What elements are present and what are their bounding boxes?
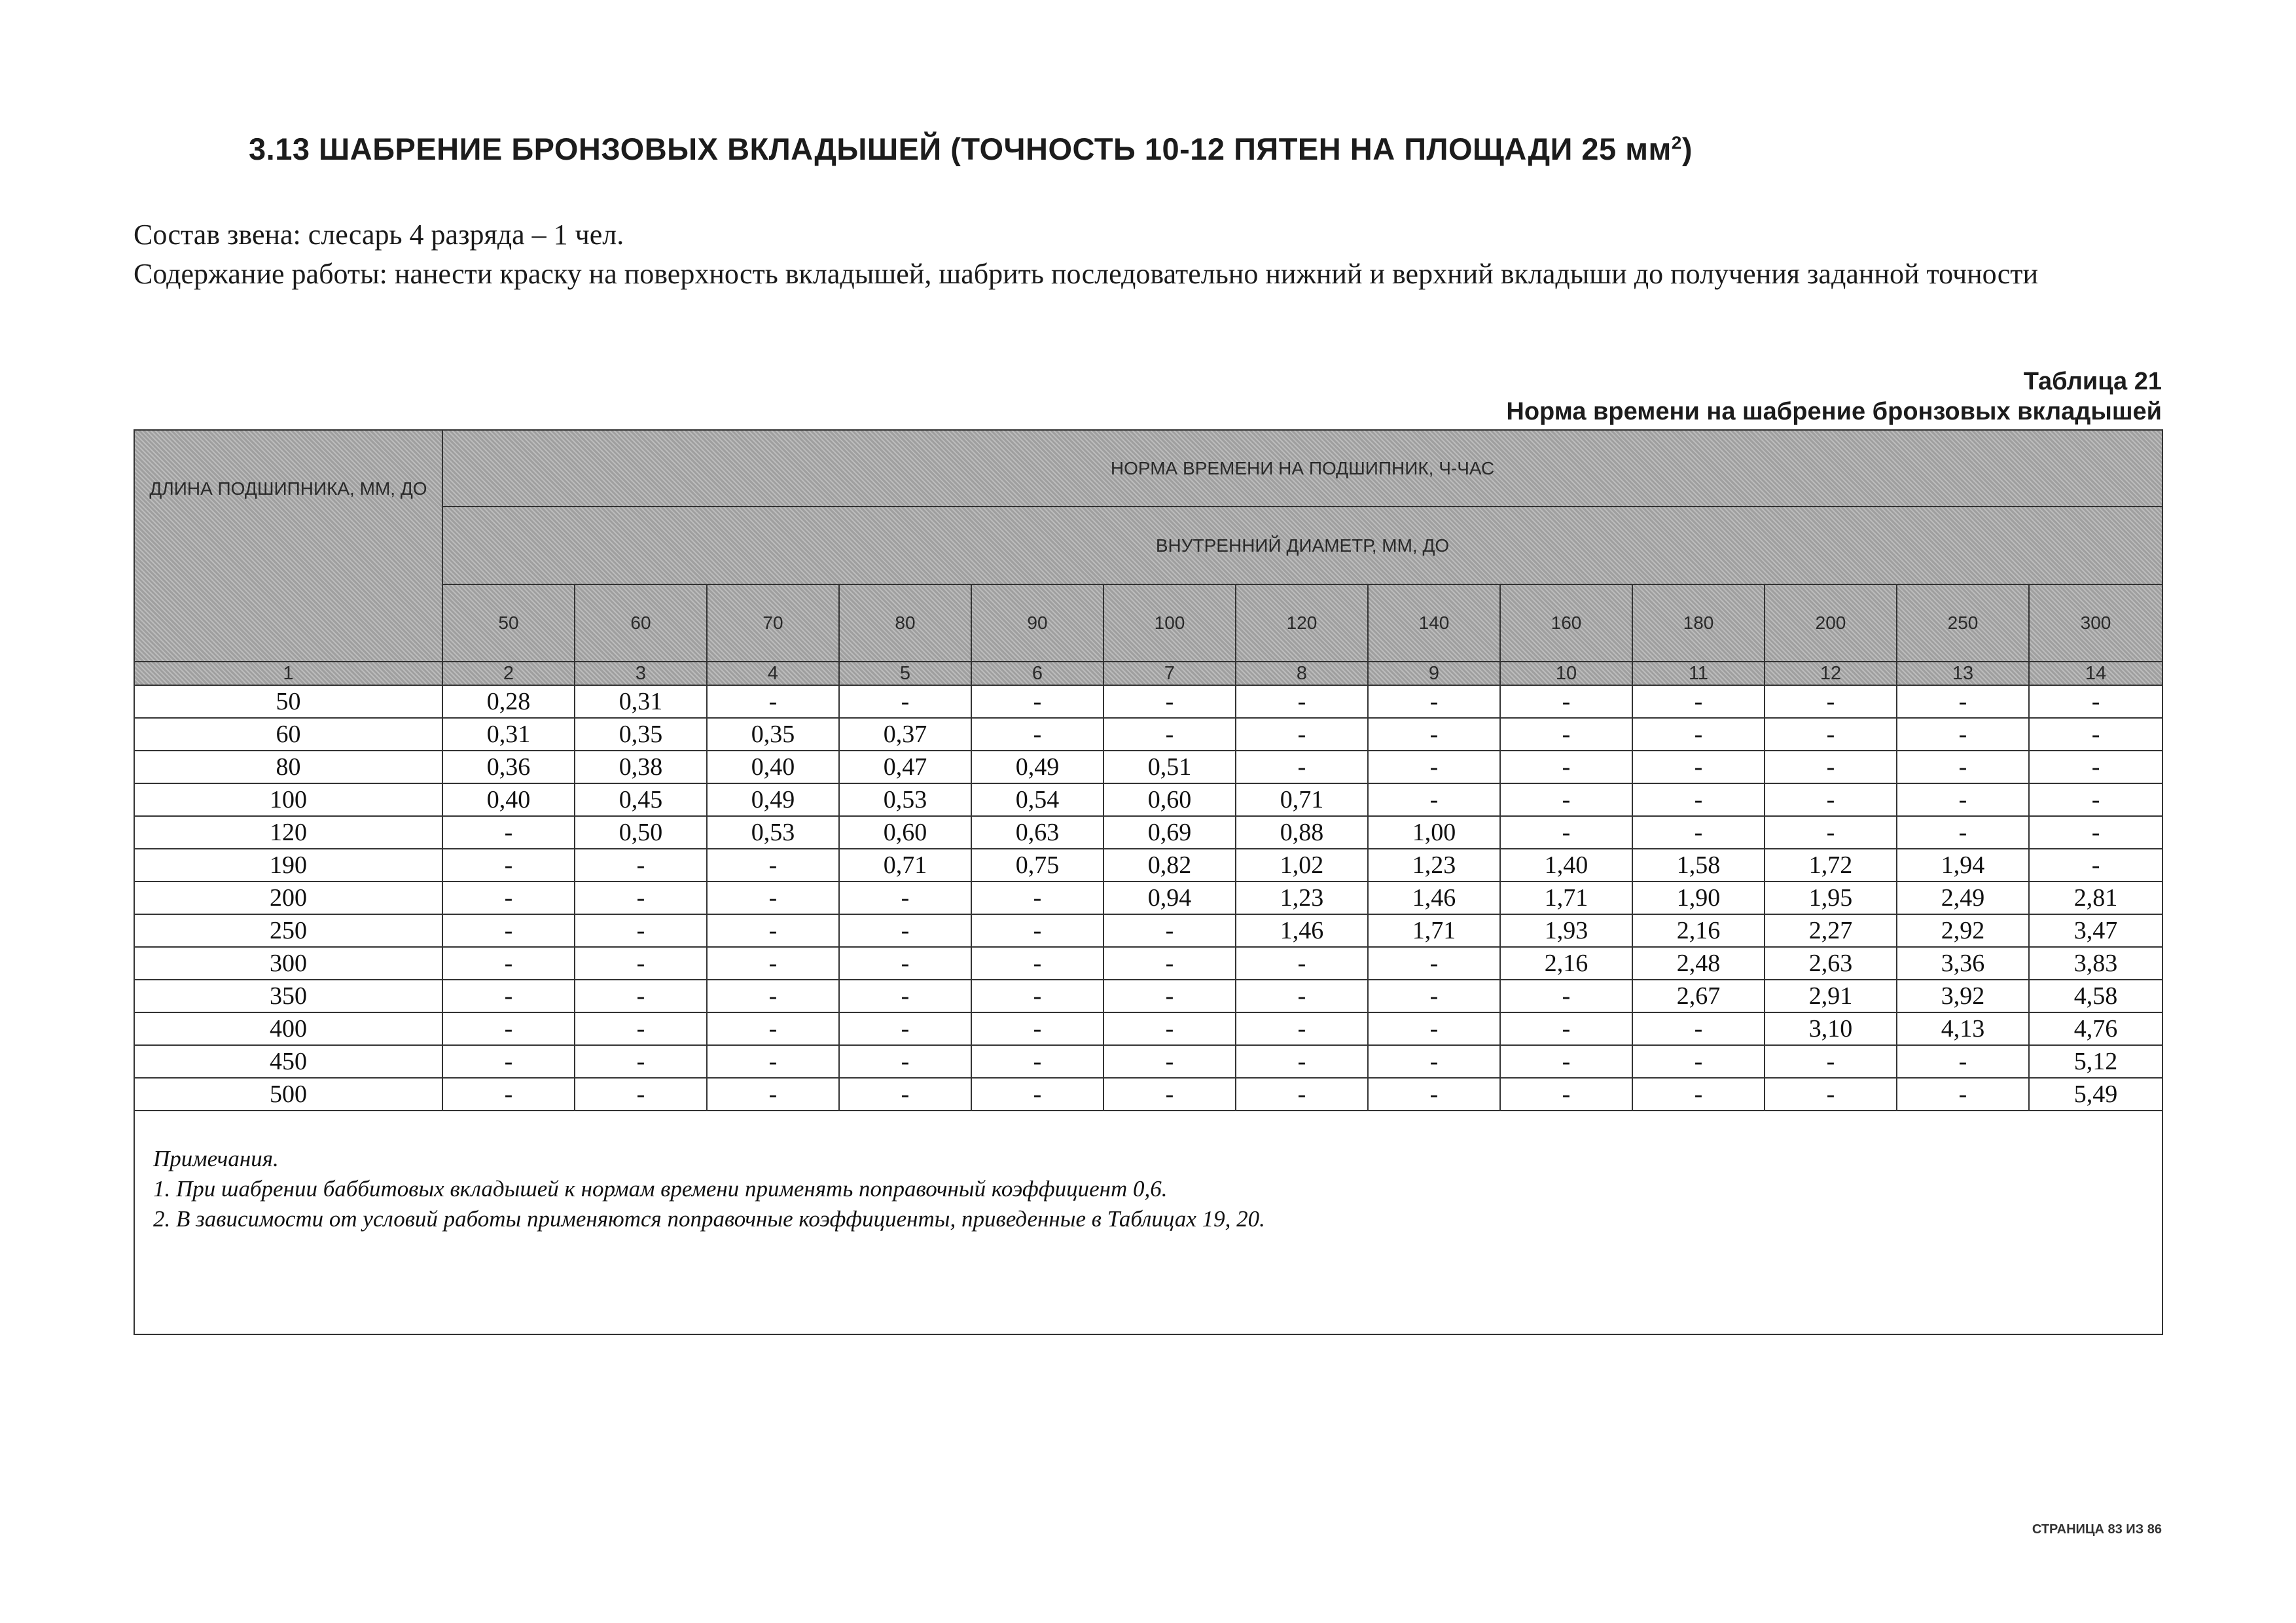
column-number-cell: 11 [1632,662,1765,685]
time-norm-cell: - [1368,980,1500,1012]
column-number-cell: 6 [971,662,1103,685]
bearing-length-cell: 80 [134,751,442,783]
time-norm-cell: 2,16 [1500,947,1632,980]
time-norm-cell: - [839,1012,971,1045]
time-norm-cell: - [1236,1045,1368,1078]
inner-diameter-header: ВНУТРЕННИЙ ДИАМЕТР, ММ, ДО [442,507,2162,584]
time-norm-cell: - [1632,718,1765,751]
time-norm-cell: 4,58 [2029,980,2162,1012]
time-norm-cell: - [1368,685,1500,718]
time-norm-cell: - [1236,947,1368,980]
time-norm-cell: 3,36 [1897,947,2029,980]
time-norm-cell: - [1897,783,2029,816]
diameter-header-cell: 140 [1368,584,1500,662]
time-norm-cell: 0,35 [575,718,707,751]
bearing-length-cell: 450 [134,1045,442,1078]
note-item: 1. При шабрении баббитовых вкладышей к нормам времени применять поправочный коэффициент 0,6. [153,1176,1168,1202]
time-norm-cell: 2,27 [1765,914,1897,947]
time-norm-cell: - [1236,1078,1368,1111]
table-row [134,1012,2162,1045]
diameter-header-cell: 90 [971,584,1103,662]
time-norm-cell: 3,47 [2029,914,2162,947]
diameter-header-cell: 100 [1103,584,1236,662]
table-row [134,980,2162,1012]
table-row [134,1045,2162,1078]
time-norm-cell: 0,28 [442,685,575,718]
table-row [134,849,2162,882]
time-norm-cell: - [1368,1012,1500,1045]
time-norm-cell: - [1632,1012,1765,1045]
time-norm-cell: 1,40 [1500,849,1632,882]
bearing-length-cell: 190 [134,849,442,882]
time-norm-cell: 0,31 [575,685,707,718]
notes-cell [134,1111,2162,1334]
time-norm-cell: - [1765,1078,1897,1111]
time-norm-cell: - [1103,1078,1236,1111]
time-norm-cell: 4,76 [2029,1012,2162,1045]
time-norm-cell: 1,00 [1368,816,1500,849]
time-norm-cell: - [1103,718,1236,751]
time-norm-cell: - [707,947,839,980]
time-norm-cell: 1,72 [1765,849,1897,882]
time-norm-cell: - [1103,685,1236,718]
time-norm-cell: - [1765,751,1897,783]
time-norm-cell: - [1368,718,1500,751]
bearing-length-cell: 300 [134,947,442,980]
time-norm-cell: - [707,882,839,914]
time-norm-cell: - [442,914,575,947]
bearing-length-cell: 200 [134,882,442,914]
time-norm-cell: - [1765,783,1897,816]
work-content: Содержание работы: нанести краску на поверхность вкладышей, шабрить последовательно нижний и верхний вкладыши до получения заданной точности [134,258,2039,290]
time-norm-cell: - [1897,718,2029,751]
notes-row [134,1111,2162,1334]
time-norm-cell: - [1897,1078,2029,1111]
section-heading-tail: ) [1681,132,1693,166]
note-item: 2. В зависимости от условий работы применяются поправочные коэффициенты, приведенные в Таблицах 19, 20. [153,1206,1265,1232]
time-norm-cell: - [1103,1045,1236,1078]
time-norm-cell: - [1236,1012,1368,1045]
time-norm-cell: 0,71 [839,849,971,882]
time-norm-cell: - [2029,751,2162,783]
time-norm-cell: - [1897,751,2029,783]
column-number-cell: 1 [134,662,442,685]
time-norm-cell: - [1236,751,1368,783]
time-norm-cell: - [575,882,707,914]
column-number-cell: 3 [575,662,707,685]
crew-composition: Состав звена: слесарь 4 разряда – 1 чел. [134,219,624,251]
column-number-cell: 8 [1236,662,1368,685]
time-norm-cell: - [575,1045,707,1078]
time-norm-cell: - [1897,816,2029,849]
time-norm-cell: - [971,1078,1103,1111]
time-norm-cell: 0,54 [971,783,1103,816]
time-norm-cell: - [707,914,839,947]
time-norm-cell: - [1103,914,1236,947]
time-norm-cell: - [442,1078,575,1111]
time-norm-cell: - [1500,685,1632,718]
time-norm-cell: - [839,980,971,1012]
time-norm-cell: - [1632,783,1765,816]
time-norm-cell: 0,71 [1236,783,1368,816]
time-norm-cell: 0,45 [575,783,707,816]
time-norm-cell: - [839,914,971,947]
time-norm-cell: 1,58 [1632,849,1765,882]
time-norm-cell: - [1236,980,1368,1012]
time-norm-cell: 0,49 [971,751,1103,783]
table-row [134,751,2162,783]
time-norm-cell: - [1500,783,1632,816]
time-norm-cell: 1,93 [1500,914,1632,947]
time-norm-cell: - [839,947,971,980]
column-number-cell: 4 [707,662,839,685]
time-norm-cell: 3,10 [1765,1012,1897,1045]
time-norm-cell: - [1632,1078,1765,1111]
time-norm-cell: - [1103,980,1236,1012]
time-norm-cell: - [442,1045,575,1078]
section-heading-text: 3.13 ШАБРЕНИЕ БРОНЗОВЫХ ВКЛАДЫШЕЙ (ТОЧНОСТЬ 10-12 ПЯТЕН НА ПЛОЩАДИ 25 мм [249,132,1672,166]
column-number-cell: 12 [1765,662,1897,685]
time-norm-cell: - [971,947,1103,980]
time-norm-cell: - [1632,816,1765,849]
time-norm-cell: 0,35 [707,718,839,751]
time-norm-cell: - [2029,685,2162,718]
time-norm-cell: 0,60 [839,816,971,849]
page-number: СТРАНИЦА 83 ИЗ 86 [2032,1522,2162,1537]
time-norm-cell: 0,94 [1103,882,1236,914]
time-norm-cell: - [1500,980,1632,1012]
time-norm-cell: 2,91 [1765,980,1897,1012]
time-norm-cell: 3,92 [1897,980,2029,1012]
section-heading [249,131,2147,167]
time-norm-cell: - [971,980,1103,1012]
bearing-length-header: ДЛИНА ПОДШИПНИКА, ММ, ДО [134,430,442,662]
time-norm-cell: - [1368,751,1500,783]
time-norm-cell: - [1500,1078,1632,1111]
time-norm-cell: 0,60 [1103,783,1236,816]
bearing-length-cell: 50 [134,685,442,718]
time-norm-cell: 5,12 [2029,1045,2162,1078]
time-norm-cell: - [1103,1012,1236,1045]
column-number-cell: 14 [2029,662,2162,685]
time-norm-cell: - [839,1078,971,1111]
time-norm-cell: - [1500,718,1632,751]
time-norm-cell: 3,83 [2029,947,2162,980]
diameter-header-cell: 70 [707,584,839,662]
time-norm-cell: - [1897,685,2029,718]
bearing-length-cell: 60 [134,718,442,751]
time-norm-cell: - [442,849,575,882]
time-norm-cell: - [442,816,575,849]
time-norm-header: НОРМА ВРЕМЕНИ НА ПОДШИПНИК, Ч-ЧАС [442,430,2162,507]
time-norm-cell: 2,81 [2029,882,2162,914]
time-norm-cell: 0,47 [839,751,971,783]
table-number: Таблица 21 [2023,368,2162,395]
time-norm-cell: - [971,1012,1103,1045]
time-norm-cell: 1,23 [1236,882,1368,914]
table-row [134,947,2162,980]
time-norm-cell: - [575,1012,707,1045]
time-norm-cell: 2,16 [1632,914,1765,947]
time-norm-cell: 1,46 [1236,914,1368,947]
time-norm-cell: - [971,882,1103,914]
time-norm-cell: 1,71 [1500,882,1632,914]
time-norm-cell: - [1632,685,1765,718]
time-norm-cell: - [1765,685,1897,718]
time-norm-cell: 0,38 [575,751,707,783]
time-norm-cell: - [1500,751,1632,783]
diameter-header-cell: 200 [1765,584,1897,662]
time-norm-cell: 0,40 [442,783,575,816]
time-norm-cell: 1,90 [1632,882,1765,914]
time-norm-cell: - [1368,1078,1500,1111]
time-norm-cell: - [2029,816,2162,849]
time-norm-cell: - [1765,718,1897,751]
time-norm-cell: - [707,685,839,718]
diameter-header-cell: 180 [1632,584,1765,662]
section-heading-superscript: 2 [1671,132,1682,153]
time-norm-cell: 2,48 [1632,947,1765,980]
column-number-cell: 9 [1368,662,1500,685]
time-norm-cell: 0,75 [971,849,1103,882]
time-norm-cell: - [575,947,707,980]
time-norm-cell: - [442,882,575,914]
time-norm-cell: - [1368,947,1500,980]
column-number-cell: 7 [1103,662,1236,685]
time-norm-cell: - [1500,816,1632,849]
diameter-header-cell: 120 [1236,584,1368,662]
table-row [134,783,2162,816]
time-norm-cell: - [442,980,575,1012]
time-norm-cell: 1,95 [1765,882,1897,914]
time-norm-cell: - [707,1078,839,1111]
bearing-length-cell: 400 [134,1012,442,1045]
diameter-header-cell: 80 [839,584,971,662]
time-norm-cell: - [1765,1045,1897,1078]
time-norm-cell: - [1236,685,1368,718]
time-norm-cell: - [971,718,1103,751]
time-norm-cell: 0,49 [707,783,839,816]
bearing-length-cell: 350 [134,980,442,1012]
time-norm-cell: - [971,1045,1103,1078]
time-norm-cell: - [971,685,1103,718]
time-norm-cell: - [839,1045,971,1078]
table-row [134,1078,2162,1111]
time-norm-cell: 1,71 [1368,914,1500,947]
time-norm-cell: 0,40 [707,751,839,783]
time-norm-cell: - [707,1012,839,1045]
time-norm-cell: - [1368,783,1500,816]
time-norm-cell: 2,63 [1765,947,1897,980]
bearing-length-cell: 100 [134,783,442,816]
time-norm-cell: - [442,947,575,980]
time-norm-cell: - [707,1045,839,1078]
time-norm-cell: - [1897,1045,2029,1078]
bearing-length-cell: 250 [134,914,442,947]
time-norm-cell: 1,23 [1368,849,1500,882]
table-row [134,718,2162,751]
time-norm-cell: 2,49 [1897,882,2029,914]
time-norm-cell: 1,02 [1236,849,1368,882]
time-norm-cell: - [707,849,839,882]
bearing-length-cell: 500 [134,1078,442,1111]
time-norm-cell: - [1500,1045,1632,1078]
time-norm-cell: 0,37 [839,718,971,751]
time-norm-cell: - [442,1012,575,1045]
time-norm-cell: - [1765,816,1897,849]
time-norm-cell: - [1632,751,1765,783]
table-title: Норма времени на шабрение бронзовых вкладышей [1506,398,2162,425]
time-norm-cell: 4,13 [1897,1012,2029,1045]
time-norm-cell: 2,67 [1632,980,1765,1012]
column-number-cell: 5 [839,662,971,685]
time-norm-cell: 0,31 [442,718,575,751]
time-norm-cell: - [1368,1045,1500,1078]
column-number-cell: 13 [1897,662,2029,685]
diameter-header-cell: 60 [575,584,707,662]
time-norm-cell: 0,36 [442,751,575,783]
diameter-header-cell: 50 [442,584,575,662]
notes-title: Примечания. [153,1146,279,1171]
time-norm-cell: 2,92 [1897,914,2029,947]
time-norm-cell: - [1103,947,1236,980]
time-norm-table [134,429,2163,1335]
time-norm-cell: - [1236,718,1368,751]
column-number-row [134,662,2162,685]
table-row [134,816,2162,849]
time-norm-cell: 0,50 [575,816,707,849]
diameter-header-cell: 160 [1500,584,1632,662]
time-norm-cell: - [1632,1045,1765,1078]
time-norm-cell: - [2029,718,2162,751]
time-norm-cell: 0,82 [1103,849,1236,882]
time-norm-cell: 5,49 [2029,1078,2162,1111]
time-norm-cell: 0,51 [1103,751,1236,783]
column-number-cell: 2 [442,662,575,685]
time-norm-cell: 1,46 [1368,882,1500,914]
time-norm-cell: 0,69 [1103,816,1236,849]
time-norm-cell: - [2029,783,2162,816]
table-row [134,685,2162,718]
table-row [134,914,2162,947]
time-norm-cell: - [575,980,707,1012]
time-norm-cell: - [575,914,707,947]
column-number-cell: 10 [1500,662,1632,685]
time-norm-cell: - [2029,849,2162,882]
diameter-header-cell: 250 [1897,584,2029,662]
time-norm-cell: 0,53 [707,816,839,849]
time-norm-cell: 0,53 [839,783,971,816]
time-norm-cell: 1,94 [1897,849,2029,882]
time-norm-cell: - [575,849,707,882]
bearing-length-cell: 120 [134,816,442,849]
table-row [134,882,2162,914]
time-norm-cell: 0,63 [971,816,1103,849]
diameter-header-cell: 300 [2029,584,2162,662]
time-norm-cell: - [839,685,971,718]
time-norm-cell: - [707,980,839,1012]
time-norm-cell: - [839,882,971,914]
time-norm-cell: - [1500,1012,1632,1045]
time-norm-cell: - [575,1078,707,1111]
time-norm-cell: 0,88 [1236,816,1368,849]
time-norm-cell: - [971,914,1103,947]
